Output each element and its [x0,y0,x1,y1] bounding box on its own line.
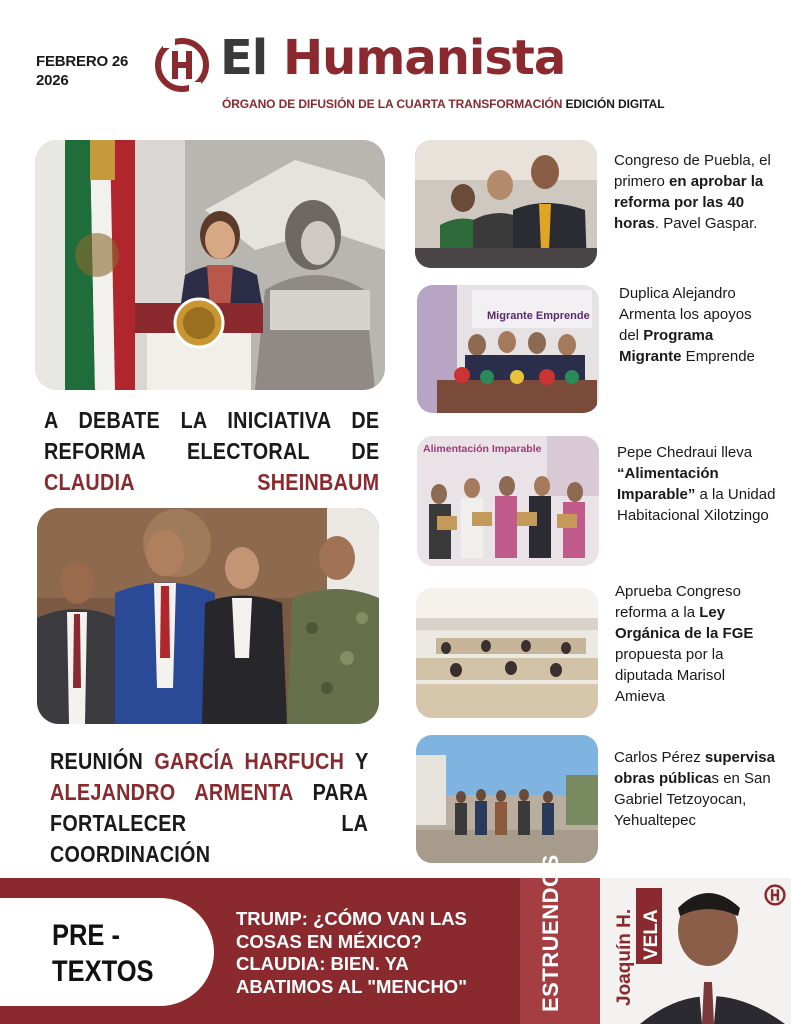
pretextos-label-line2: TEXTOS [52,955,154,988]
masthead-title[interactable] [220,30,565,86]
tagline-organ: ÓRGANO DE DIFUSIÓN DE LA CUARTA TRANSFORMACIÓN [222,97,563,111]
side-story-text: a la Unidad Habitacional Xilotzingo [617,486,776,524]
side-story-text: Emprende [681,348,755,365]
side-story-ley-organica-fge[interactable] [615,581,775,707]
el-humanista-logo-icon[interactable] [155,38,209,92]
side-story-bold: supervisa obras pública [614,749,775,787]
side-story-bold: Ley Orgánica de la FGE [615,604,754,642]
congreso-puebla-thumbnail[interactable] [415,140,597,268]
side-story-congreso-puebla[interactable] [614,150,784,234]
headline-highlight: CLAUDIA SHEINBAUM [44,469,380,495]
side-story-bold: Programa Migrante [619,327,714,365]
sheinbaum-podium-photo[interactable] [35,140,385,390]
pretextos-joke-text[interactable]: TRUMP: ¿CÓMO VAN LAS COSAS EN MÉXICO? CLAUDIA: BIEN. YA ABATIMOS AL "MENCHO" [236,908,467,997]
date-year: 2026 [36,72,69,89]
migrante-banner-text: Migrante Emprende [487,310,590,322]
side-story-bold: en aprobar la reforma por las 40 horas [614,173,764,232]
pretextos-section-label[interactable] [52,918,154,990]
masthead-el: El [220,30,268,86]
alimentacion-imparable-thumbnail[interactable] [417,436,599,566]
headline-text: A DEBATE LA INICIATIVA DE REFORMA ELECTORAL DE [44,407,380,464]
congreso-fge-thumbnail[interactable] [416,588,598,718]
migrante-emprende-thumbnail[interactable] [417,285,599,413]
estruendos-column-label[interactable]: ESTRUENDOS [538,854,563,1012]
masthead-humanista: Humanista [282,30,566,86]
headline-reforma-electoral[interactable] [44,405,379,498]
side-story-obras-publicas[interactable] [614,747,784,831]
headline-highlight: GARCÍA HARFUCH [154,748,345,774]
el-humanista-footer-logo-icon [764,884,786,906]
side-story-text: Pepe Chedraui lleva [617,444,753,461]
side-story-text: Carlos Pérez [614,749,705,766]
headline-reunion-coordinacion[interactable] [50,746,368,870]
columnist-first-name: Joaquín H. [614,908,635,1006]
headline-text: PARA FORTALECER LA COORDINACIÓN [50,779,369,867]
alimentacion-banner-text: Alimentación Imparable [423,443,542,455]
date-month-day: FEBRERO 26 [36,53,129,70]
side-story-text: Duplica Alejandro Armenta los apoyos del [619,285,752,344]
side-story-text: . Pavel Gaspar. [654,215,758,232]
headline-text: Y [355,748,369,774]
headline-highlight: ALEJANDRO ARMENTA [50,779,293,805]
side-story-text: propuesta por la diputada Marisol Amieva [615,646,726,705]
side-story-alimentacion-imparable[interactable] [617,442,777,526]
columnist-surname: VELA [641,909,662,960]
tagline-edition: EDICIÓN DIGITAL [565,97,665,111]
garcia-harfuch-armenta-photo[interactable] [37,508,379,724]
edition-date [36,52,128,90]
side-story-text: s en San Gabriel Tetzoyocan, Yehualtepec [614,770,771,829]
headline-text: REUNIÓN [50,748,144,774]
side-story-bold: “Alimentación Imparable” [617,465,719,503]
side-story-text: Aprueba Congreso reforma a la [615,583,741,621]
pretextos-label-line1: PRE - [52,919,121,952]
masthead-tagline [222,97,664,111]
side-story-text: Congreso de Puebla, el primero [614,152,771,190]
side-story-migrante-emprende[interactable] [619,283,759,367]
obras-publicas-thumbnail[interactable] [416,735,598,863]
